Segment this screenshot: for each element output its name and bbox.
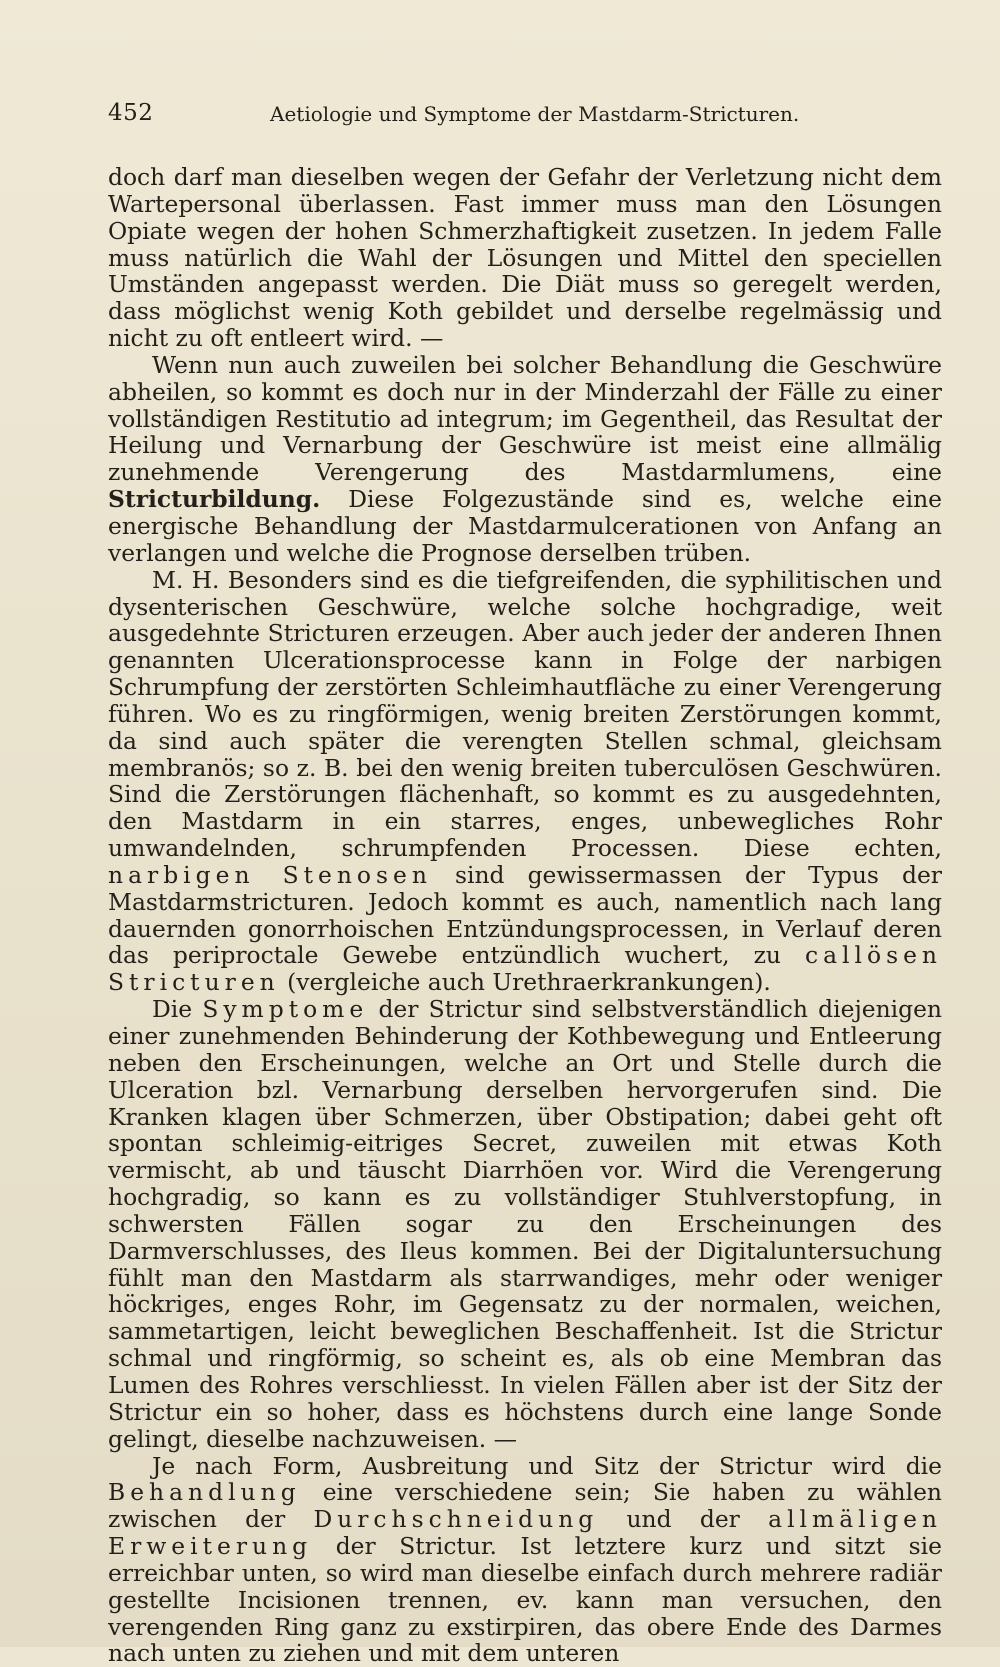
- text-segment: M. H. Besonders sind es die tiefgreifenden, die syphilitischen und dysenterischen Geschwüre, welche solche hochgradige, weit ausgedehnte Stricturen erzeugen. Aber auch jeder der anderen Ihnen genannten Ulcerationsprocesse kann in Folge der narbigen Schrumpfung der zerstörten Schleimhautfläche zu einer Verengerung führen. Wo es zu ringförmigen, wenig breiten Zerstörungen kommt, da sind auch später die verengten Stellen schmal, gleichsam membranös; so z. B. bei den wenig breiten tuberculösen Geschwüren. Sind die Zerstörungen flächenhaft, so kommt es zu ausgedehnten, den Mastdarm in ein starres, enges, unbewegliches Rohr umwandelnden, schrumpfenden Processen. Diese echten,: [108, 566, 942, 862]
- text-segment: doch darf man dieselben wegen der Gefahr der Verletzung nicht dem Wartepersonal überlassen. Fast immer muss man den Lösungen Opiate wegen der hohen Schmerzhaftigkeit zusetzen. In jedem Falle muss natürlich die Wahl der Lösungen und Mittel den speciellen Umständen angepasst werden. Die Diät muss so geregelt werden, dass möglichst wenig Koth gebildet und derselbe regelmässig und nicht zu oft entleert wird. —: [108, 163, 942, 352]
- body-text: [108, 164, 942, 1667]
- spaced-term-behandlung: Behandlung: [108, 1478, 301, 1506]
- spaced-term-symptome: Symptome: [202, 995, 368, 1023]
- text-segment: eine verschiedene sein; Sie haben zu wählen zwischen der: [108, 1478, 942, 1533]
- page-number: 452: [108, 100, 153, 126]
- text-segment: sind gewissermassen der Typus der Mastdarmstricturen. Jedoch kommt es auch, namentlich nach lang dauernden gonorrhoischen Entzündungsprocessen, in Verlauf deren das periproctale Gewebe entzündlich wuchert, zu: [108, 861, 942, 970]
- spaced-term-durchschneidung: Durchschneidung: [313, 1505, 598, 1533]
- text-segment: Die: [152, 995, 202, 1023]
- text-segment: der Strictur sind selbstverständlich diejenigen einer zunehmenden Behinderung der Kothbewegung und Entleerung neben den Erscheinungen, welche an Ort und Stelle durch die Ulceration bzl. Vernarbung derselben hervorgerufen sind. Die Kranken klagen über Schmerzen, über Obstipation; dabei geht oft spontan schleimig-eitriges Secret, zuweilen mit etwas Koth vermischt, ab und täuscht Diarrhöen vor. Wird die Verengerung hochgradig, so kann es zu vollständiger Stuhlverstopfung, in schwersten Fällen sogar zu den Erscheinungen des Darmverschlusses, des Ileus kommen. Bei der Digitaluntersuchung fühlt man den Mastdarm als starrwandiges, mehr oder weniger höckriges, enges Rohr, im Gegensatz zu der normalen, weichen, sammetartigen, leicht beweglichen Beschaffenheit. Ist die Strictur schmal und ringförmig, so scheint es, als ob eine Membran das Lumen des Rohres verschliesst. In vielen Fällen aber ist der Sitz der Strictur ein so hoher, dass es höchstens durch eine lange Sonde gelingt, dieselbe nachzuweisen. —: [108, 995, 942, 1453]
- page-header: [108, 100, 942, 136]
- paragraph-5: [108, 1453, 942, 1667]
- paragraph-2: [108, 352, 942, 567]
- text-segment: Diese Folgezustände sind es, welche eine energische Behandlung der Mastdarmulcerationen von Anfang an verlangen und welche die Prognose derselben trüben.: [108, 485, 942, 567]
- spaced-term-narbigen-stenosen: narbigen Stenosen: [108, 861, 432, 889]
- running-title: Aetiologie und Symptome der Mastdarm-Stricturen.: [270, 102, 799, 126]
- text-segment: und der: [598, 1505, 768, 1533]
- bold-term-stricturbildung: Stricturbildung.: [108, 485, 320, 513]
- paragraph-1: [108, 164, 942, 352]
- text-segment: (vergleiche auch Urethraerkrankungen).: [280, 968, 771, 996]
- paragraph-3: [108, 567, 942, 997]
- spaced-term-callosen-stricturen: callösen Stricturen: [108, 941, 942, 996]
- spaced-term-allmaligen-erweiterung: allmäligen Erweiterung: [108, 1505, 942, 1560]
- text-segment: Wenn nun auch zuweilen bei solcher Behandlung die Geschwüre abheilen, so kommt es doch nur in der Minderzahl der Fälle zu einer vollständigen Restitutio ad integrum; im Gegentheil, das Resultat der Heilung und Vernarbung der Geschwüre ist meist eine allmälig zunehmende Verengerung des Mastdarmlumens, eine: [108, 351, 942, 486]
- paragraph-4: [108, 996, 942, 1452]
- text-segment: der Strictur. Ist letztere kurz und sitzt sie erreichbar unten, so wird man dieselbe einfach durch mehrere radiär gestellte Incisionen trennen, ev. kann man versuchen, den verengenden Ring ganz zu exstirpiren, das obere Ende des Darmes nach unten zu ziehen und mit dem unteren: [108, 1532, 942, 1667]
- text-segment: Je nach Form, Ausbreitung und Sitz der Strictur wird die: [152, 1452, 942, 1480]
